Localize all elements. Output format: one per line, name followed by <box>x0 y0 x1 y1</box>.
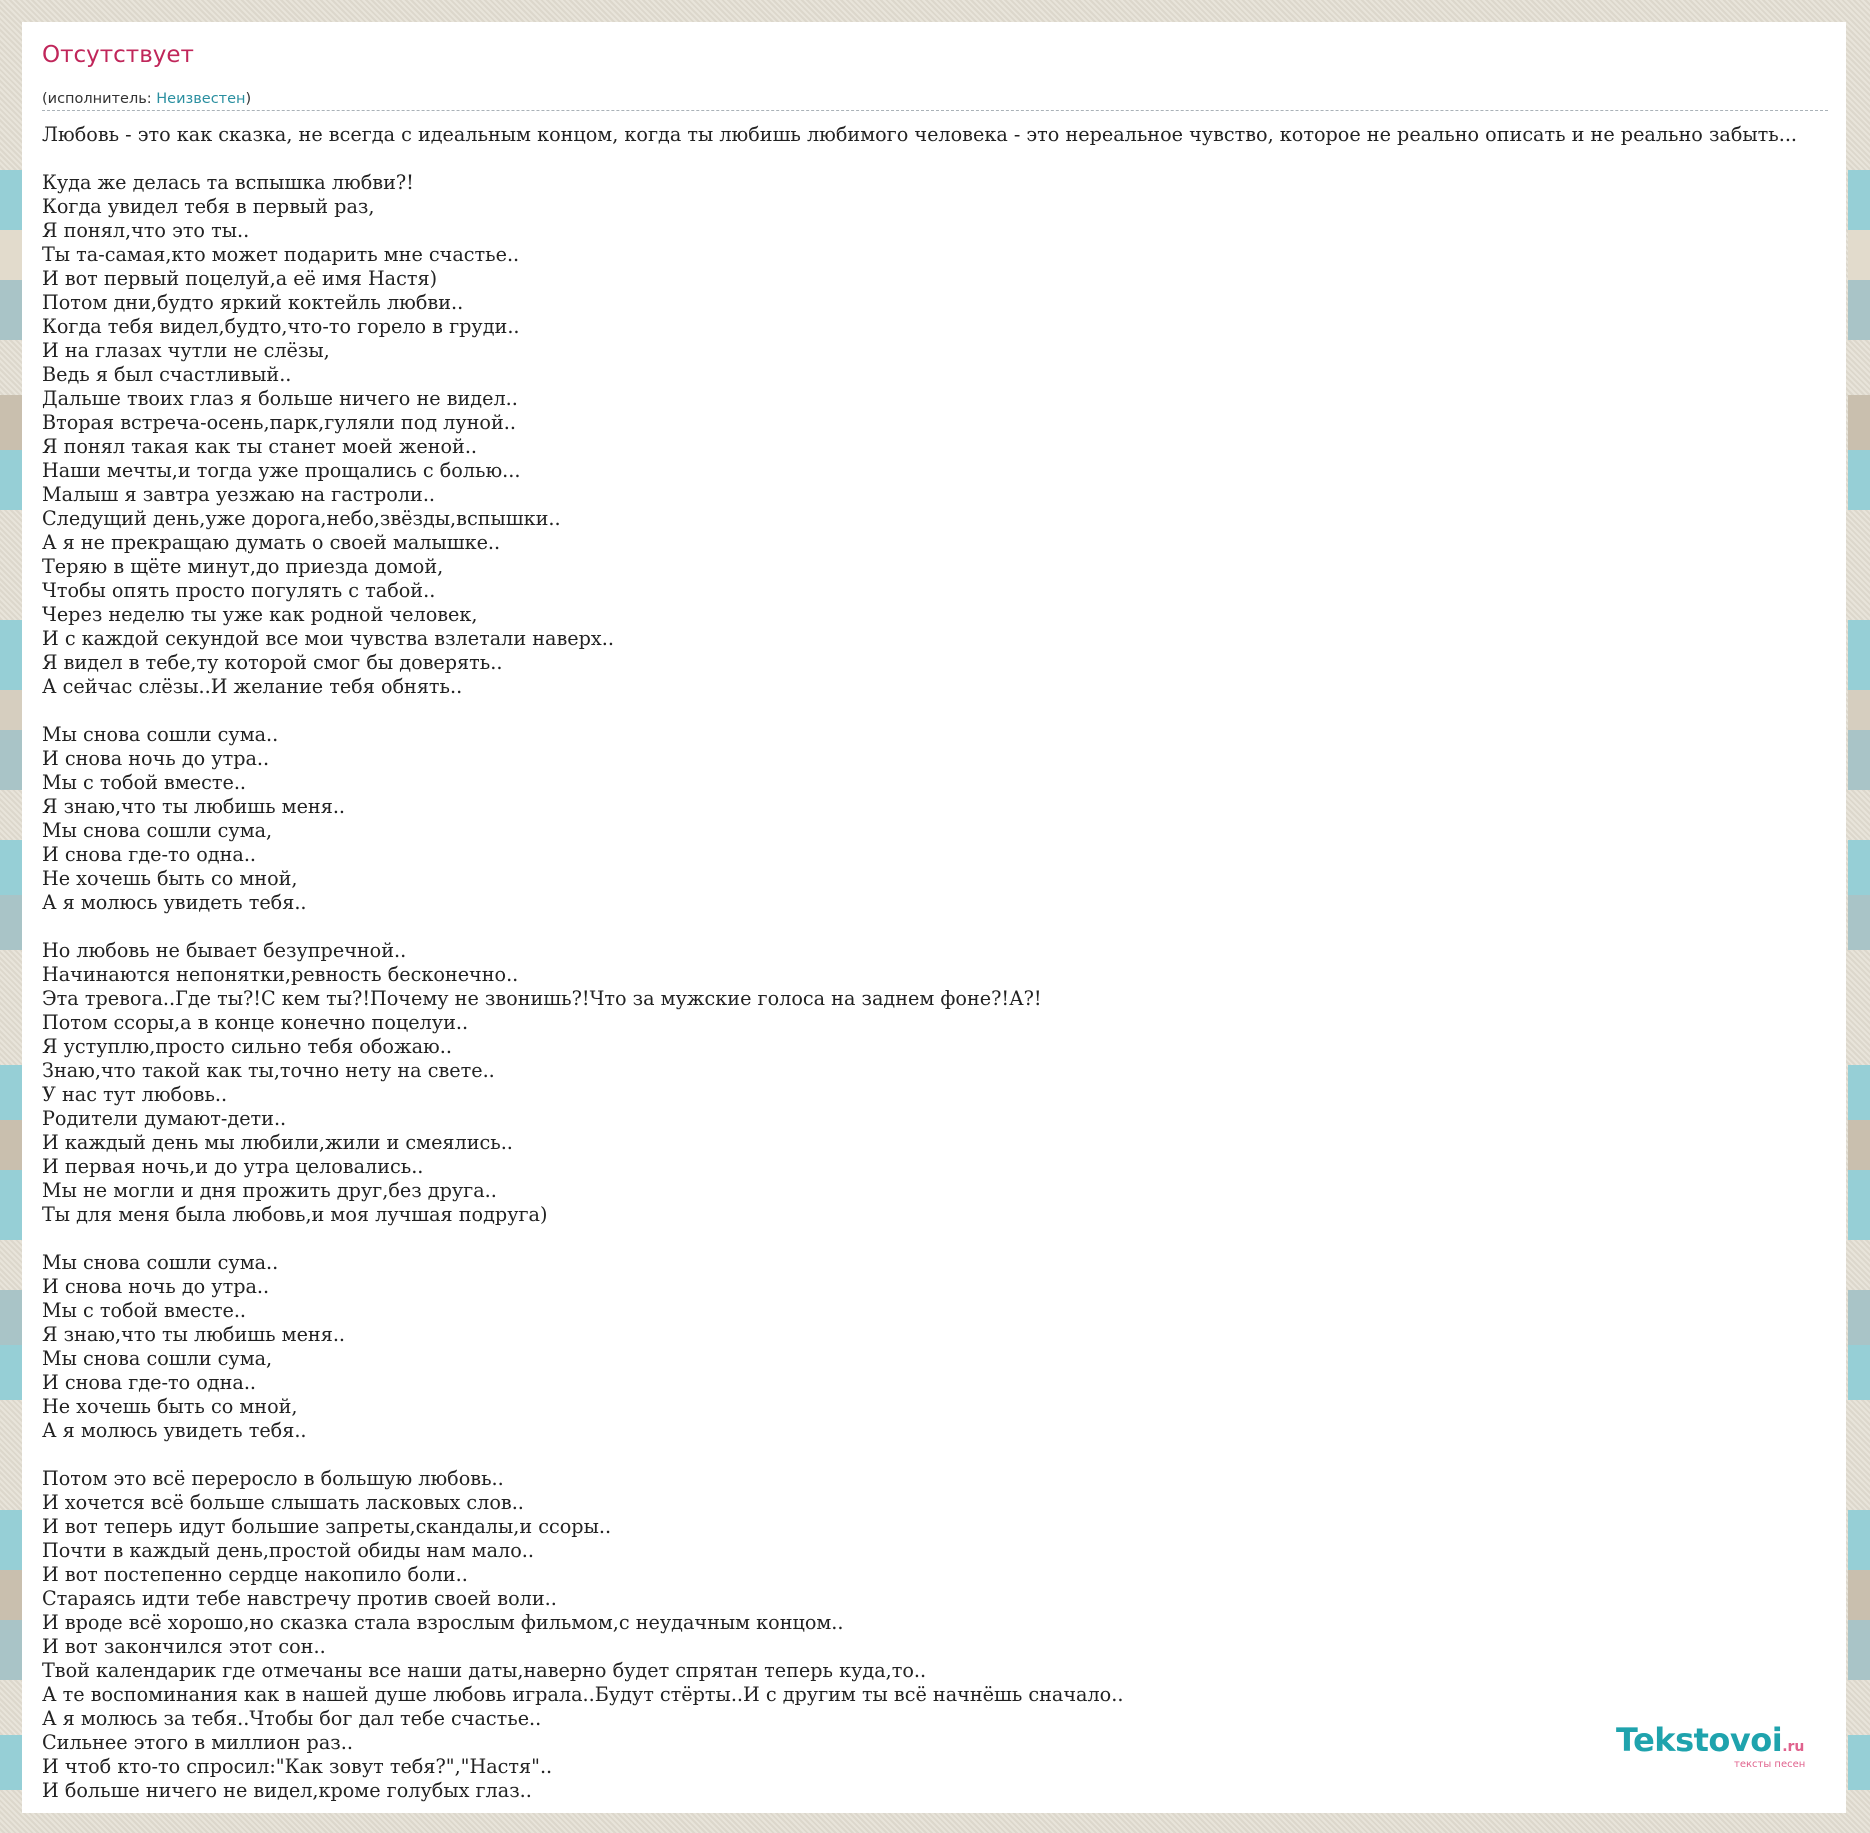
logo-name: Tekstovoi <box>1616 1721 1783 1759</box>
lyrics-text <box>42 123 1862 1803</box>
artist-prefix: (исполнитель: <box>42 91 157 107</box>
artist-link[interactable]: Неизвестен <box>156 91 246 107</box>
content-panel <box>22 22 1846 1813</box>
logo-wordmark <box>1616 1721 1804 1759</box>
lyrics-intro: Любовь - это как сказка, не всегда с идеальным концом, когда ты любишь любимого человека - это нереальное чувство, которое не реально описать и не реально забыть... <box>42 123 1798 146</box>
site-logo[interactable] <box>1616 1721 1816 1775</box>
song-title: Отсутствует <box>42 42 194 68</box>
logo-tld: .ru <box>1782 1739 1805 1755</box>
song-header <box>42 42 1828 111</box>
artist-suffix: ) <box>245 91 252 107</box>
decorative-stripe-left <box>0 0 22 1833</box>
lyrics-body: Куда же делась та вспышка любви?! Когда увидел тебя в первый раз, Я понял,что это ты.. Ты та-самая,кто может подарить мне счастье.. И вот первый поцелуй,а её имя Настя) Потом дни,будто яркий коктейль любви.. Когда тебя видел,будто,что-то горело в груди.. И на глазах чутли не слёзы, Ведь я был счастливый.. Дальше твоих глаз я больше ничего не видел.. Вторая встреча-осень,парк,гуляли под луной.. Я понял такая как ты станет моей женой.. Наши мечты,и тогда уже прощались с болью... Малыш я завтра уезжаю на гастроли.. Следущий день,уже дорога,небо,звёзды,вспышки.. А я не прекращаю думать о своей малышке.. Теряю в щёте минут,до приезда домой, Чтобы опять просто погулять с табой.. Через неделю ты уже как родной человек, И с каждой секундой все мои чувства взлетали наверх.. Я видел в тебе,ту которой смог бы доверять.. А сейчас слёзы..И желание тебя обнять.. Мы снова сошли сума.. И снова ночь до утра.. Мы с тобой вместе.. Я знаю,что ты любишь меня.. Мы снова сошли сума, И снова где-то одна.. Не хочешь быть со мной, А я молюсь увидеть тебя.. Но любовь не бывает безупречной.. Начинаются непонятки,ревность бесконечно.. Эта тревога..Где ты?!С кем ты?!Почему не звонишь?!Что за мужские голоса на заднем фоне?!А?! Потом ссоры,а в конце конечно поцелуи.. Я уступлю,просто сильно тебя обожаю.. Знаю,что такой как ты,точно нету на свете.. У нас тут любовь.. Родители думают-дети.. И каждый день мы любили,жили и смеялись.. И первая ночь,и до утра целовались.. Мы не могли и дня прожить друг,без друга.. Ты для меня была любовь,и моя лучшая подруга) Мы снова сошли сума.. И снова ночь до утра.. Мы с тобой вместе.. Я знаю,что ты любишь меня.. Мы снова сошли сума, И снова где-то одна.. Не хочешь быть со мной, А я молюсь увидеть тебя.. Потом это всё переросло в большую любовь.. И хочется всё больше слышать ласковых слов.. И вот теперь идут большие запреты,скандалы,и ссоры.. Почти в каждый день,простой обиды нам мало.. И вот постепенно сердце накопило боли.. Стараясь идти тебе навстречу против своей воли.. И вроде всё хорошо,но сказка стала взрослым фильмом,с неудачным концом.. И вот закончился этот сон.. Твой календарик где отмечаны все наши даты,наверно будет спрятан теперь куда,то.. А те воспоминания как в нашей душе любовь играла..Будут стёрты..И с другим ты всё начнёшь сначало.. А я молюсь за тебя..Чтобы бог дал тебе счастье.. Сильнее этого в миллион раз.. И чтоб кто-то спросил:"Как зовут тебя?","Настя".. И больше ничего не видел,кроме голубых глаз.. <box>42 171 1124 1802</box>
logo-tagline: тексты песен <box>1734 1759 1806 1770</box>
artist-line <box>42 91 251 107</box>
